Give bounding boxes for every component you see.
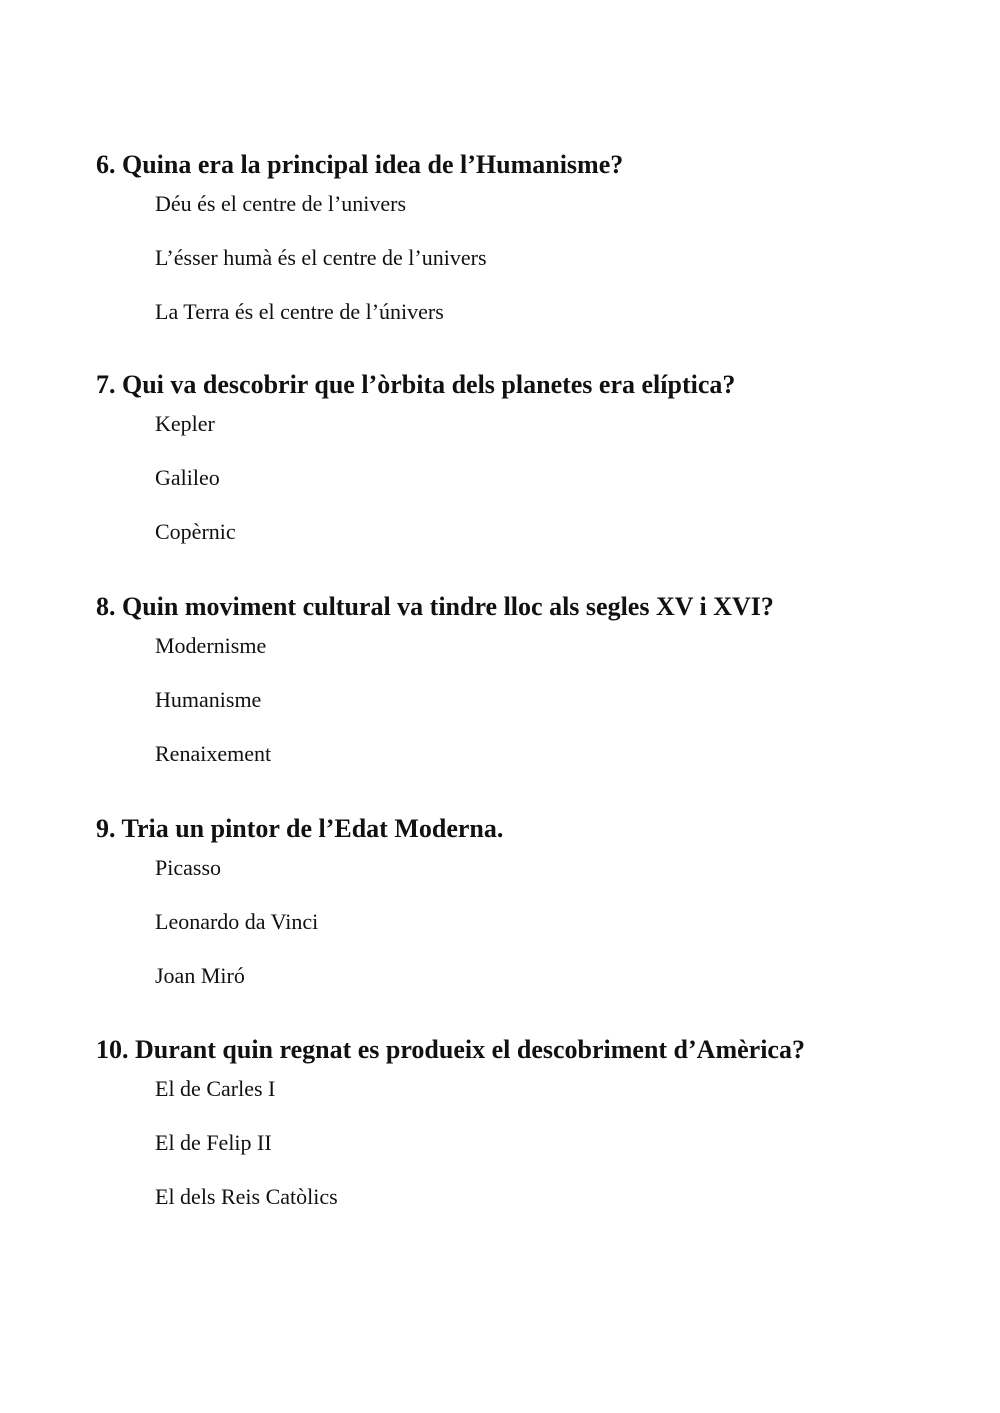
question-title: 7. Qui va descobrir que l’òrbita dels planetes era elíptica? [96, 370, 736, 399]
answer-option[interactable]: El de Carles I [155, 1076, 276, 1101]
question-title: 6. Quina era la principal idea de l’Humanisme? [96, 150, 624, 179]
answer-option[interactable]: Kepler [155, 411, 215, 436]
answer-option[interactable]: Humanisme [155, 687, 262, 712]
answer-option[interactable]: Déu és el centre de l’univers [155, 191, 407, 216]
answer-option[interactable]: La Terra és el centre de l’únivers [155, 299, 444, 324]
question-title: 10. Durant quin regnat es produeix el descobriment d’Amèrica? [96, 1035, 805, 1064]
answer-option[interactable]: Renaixement [155, 741, 272, 766]
answer-option[interactable]: Copèrnic [155, 519, 236, 544]
answer-option[interactable]: Picasso [155, 855, 221, 880]
answer-option[interactable]: El dels Reis Catòlics [155, 1184, 338, 1209]
answer-option[interactable]: Galileo [155, 465, 220, 490]
question-title: 8. Quin moviment cultural va tindre lloc als segles XV i XVI? [96, 592, 774, 621]
question-title: 9. Tria un pintor de l’Edat Moderna. [96, 814, 504, 843]
answer-option[interactable]: El de Felip II [155, 1130, 272, 1155]
answer-option[interactable]: Modernisme [155, 633, 267, 658]
answer-option[interactable]: L’ésser humà és el centre de l’univers [155, 245, 487, 270]
answer-option[interactable]: Joan Miró [155, 963, 245, 988]
answer-option[interactable]: Leonardo da Vinci [155, 909, 319, 934]
